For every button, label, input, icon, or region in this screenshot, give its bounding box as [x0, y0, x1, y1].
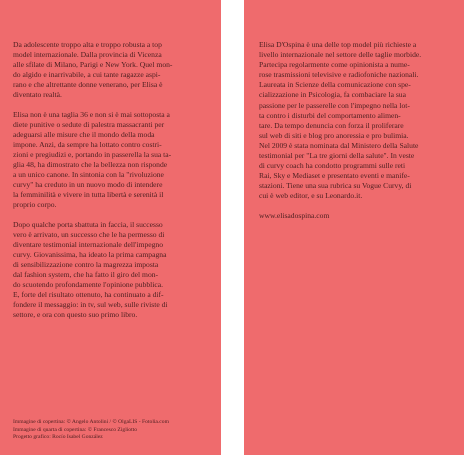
cover-image-credit: Immagine di copertina: © Angelo Antolini / © OlgaLIS - Fotolia.com [13, 419, 169, 426]
graphic-design-credit: Progetto grafico: Rocío Isabel González [13, 434, 103, 441]
left-flap [0, 0, 221, 455]
back-cover-image-credit: Immagine di quarta di copertina: © Francesco Zigliotto [13, 426, 138, 433]
author-website: www.elisadospina.com [259, 210, 330, 220]
image-credits [13, 419, 218, 442]
left-paragraph-1: Da adolescente troppo alta e troppo robusta a top model internazionale. Dalla provincia di Vicenza alle sfilate di Milano, Parigi e New York. Quel mon- do algido e inarrivabile, a cui tante ragazze aspi- rano e che altrettante donne venerano, per Elisa è diventato realtà. [13, 40, 173, 100]
author-bio: Elisa D'Ospina è una delle top model più richieste a livello internazionale nel settore delle taglie morbide. Partecipa regolarmente come opinionista a nume- rose trasmissioni televisive e radiofoniche nazionali. Laureata in Scienze della comunicazione con spe- cializzazione in Psicologia, fa combaciare la sua passione per le passerelle con l'impegno nella lot- ta contro i disturbi del comportamento alimen- tare. Da tempo denuncia con forza il proliferare sul web di siti e blog pro anoressia e pro bulimia. Nel 2009 è stata nominata dal Ministero della Salute testimonial per "La tre giorni della salute". In veste di curvy coach ha condotto programmi sulle reti Rai, Sky e Mediaset e presentato eventi e manife- stazioni. Tiene una sua rubrica su Vogue Curvy, di cui è web editor, e su Leonardo.it. [259, 40, 422, 201]
left-paragraph-3: Dopo qualche porta sbattuta in faccia, il successo vero è arrivato, un successo che le ha permesso di diventare testimonial internazionale dell'impegno curvy. Giovanissima, ha ideato la prima campagna di sensibilizzazione contro la magrezza imposta dal fashion system, che ha fatto il giro del mon- do scuotendo profondamente l'opinione pubblica. E, forte del risultato ottenuto, ha continuato a dif- fondere il messaggio: in tv, sul web, sulle riviste di settore, e ora con questo suo primo libro. [13, 219, 168, 320]
right-flap [244, 0, 464, 455]
left-paragraph-2: Elisa non è una taglia 36 e non si è mai sottoposta a diete punitive o sedute di palestra massacranti per adeguarsi alle misure che il mondo della moda impone. Anzi, da sempre ha lottato contro costri- zioni e pregiudizi e, portando in passerella la sua ta- glia 48, ha dimostrato che la bellezza non risponde a un unico canone. In sintonia con la "rivoluzione curvy" ha creduto in un nuovo modo di intendere la femminilità e vivere in tutta libertà e serenità il proprio corpo. [13, 109, 172, 210]
